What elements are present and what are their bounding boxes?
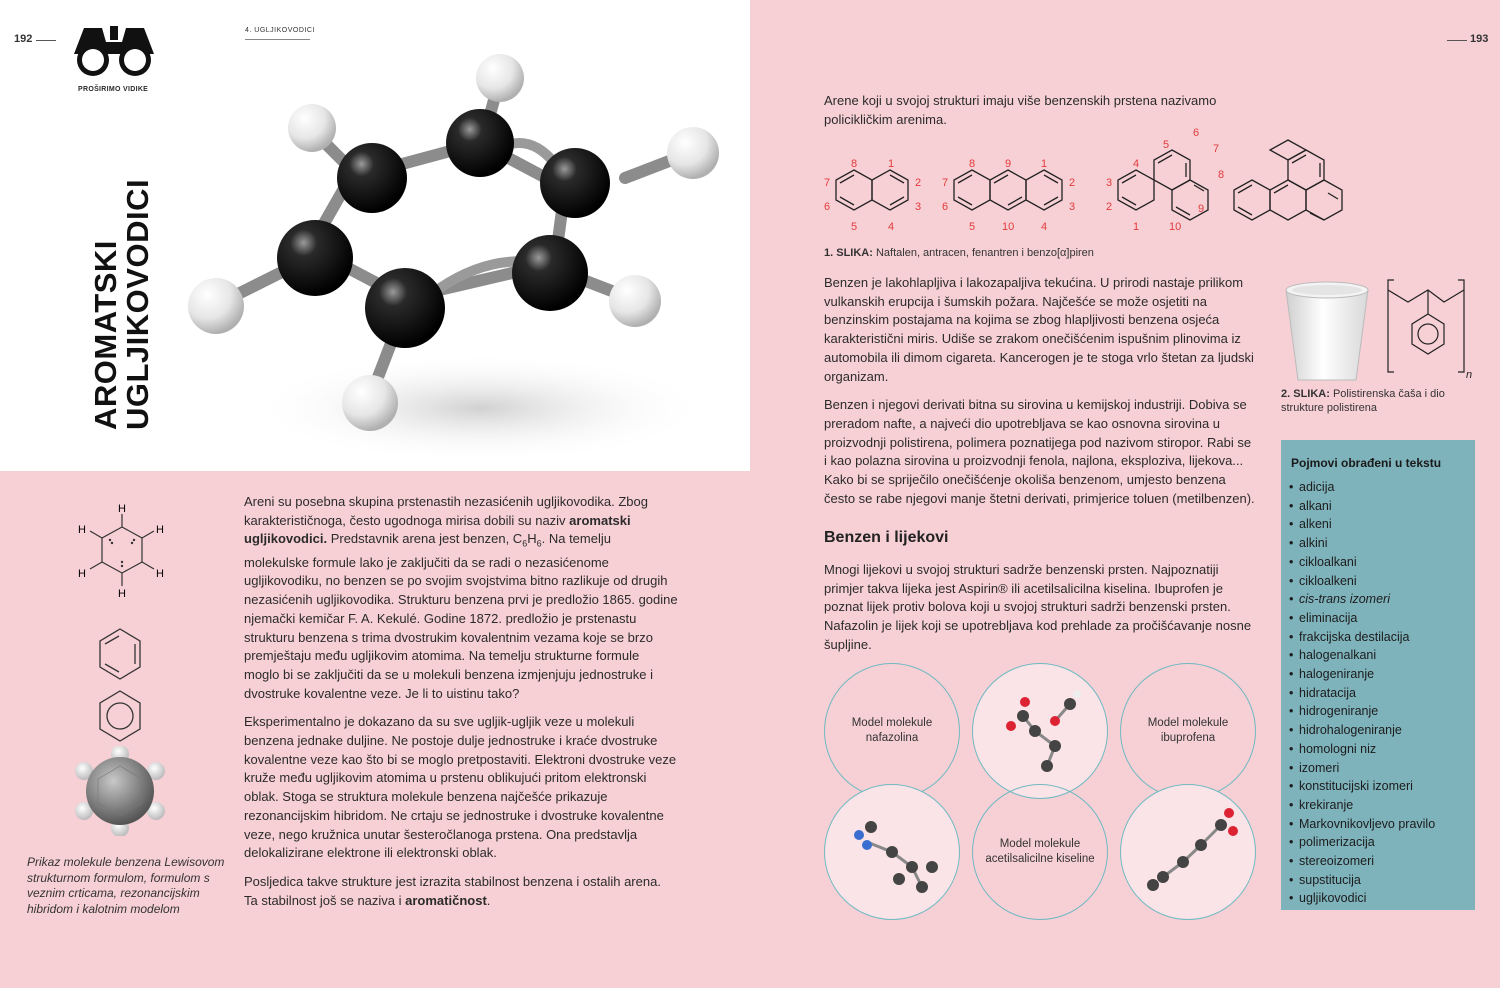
concept-item: • stereoizomeri [1289, 852, 1435, 871]
anth-num: 9 [1005, 158, 1012, 170]
benzene-resonance-hybrid [95, 688, 145, 744]
concept-item: • alkini [1289, 534, 1435, 553]
concept-item: • cis-trans izomeri [1289, 590, 1435, 609]
concept-item: • supstitucija [1289, 871, 1435, 890]
concept-item: • hidrohalogeniranje [1289, 721, 1435, 740]
chapter-rule [245, 39, 310, 40]
polystyrene-cup-image [1282, 276, 1372, 386]
concept-item: • konstitucijski izomeri [1289, 777, 1435, 796]
anth-num: 5 [969, 221, 976, 233]
figure1-caption: 1. SLIKA: Naftalen, antracen, fenantren i benzo[α]piren [824, 247, 1094, 259]
naph-num: 3 [915, 201, 922, 213]
naph-num: 1 [888, 158, 895, 170]
concept-item: • Markovnikovljevo pravilo [1289, 815, 1435, 834]
paragraph-arenes: Areni su posebna skupina prstenastih nezasićenih ugljikovodika. Zbog karakterističnoga, često ugodnoga mirisa dobili su naziv aromatski ugljikovodici. Predstavnik arena jest benzen, $C_6H_6$. Na temelju molekulske formule lako je zaključiti da se radi o nezasićenome ugljikovodiku, no benzen se po svojim svojstvima bitno razlikuje od drugih nezasićenih ugljikovodika. Strukturu benzena prvi je predložio 1865. godine njemački kemičar F. A. Kekulé. Godine 1872. predložio je prstenastu strukturu benzena s trima dvostrukim kovalentnim vezama koje se brzo premještaju među ugljikovim atomima. Na temelju strukturne formule moglo bi se zaključiti da se u molekuli benzena izmjenjuju jednostruke i dvostruke kovalentne veze. Je li to uistinu tako? [244, 494, 678, 701]
naph-num: 5 [851, 221, 858, 233]
page-number-left: 192 [14, 33, 33, 45]
figure-caption-left: Prikaz molekule benzena Lewisovom strukturnom formulom, formulom s veznim crticama, rezonancijskim hibridom i kalotnim modelom [27, 855, 225, 916]
lewis-h-label: H [156, 524, 164, 536]
anth-num: 6 [942, 201, 949, 213]
benzo-a-pyrene-structure [1232, 132, 1348, 222]
concept-item: • izomeri [1289, 759, 1435, 778]
concepts-list [1289, 478, 1435, 908]
right-body-text [824, 274, 1256, 518]
lewis-h-label: H [156, 568, 164, 580]
paragraph-aromaticity: Posljedica takve strukture jest izrazita stabilnost benzena i ostalih arena. Ta stabilnost još se naziva i aromatičnost. [244, 873, 661, 908]
concept-item: • halogeniranje [1289, 665, 1435, 684]
circle-ibuprofen-label: Model molekule ibuprofena [1120, 663, 1256, 799]
concept-item: • polimerizacija [1289, 833, 1435, 852]
concept-item: • halogenalkani [1289, 646, 1435, 665]
title-line-1: AROMATSKI [88, 240, 123, 430]
naph-num: 8 [851, 158, 858, 170]
circle-aspirin-model [972, 663, 1108, 799]
paragraph-experiment: Eksperimentalno je dokazano da su sve ugljik-ugljik veze u molekuli benzena jednake duljine. Ne postoje dulje jednostruke i kraće dvostruke kovalentne veze kao što bi se moglo pretpostaviti. Elektroni dvostruke veze kruže među ugljikovim atomima u prstenu oblikujući pritom elektronski oblak. Stoga se struktura molekule benzena najčešće prikazuje rezonancijskim hibridom. Ne crtaju se jednostruke i dvostruke kovalentne veze, nego kružnica unutar šesteročlanoga prstena. Ona predstavlja delokalizirane elektrone ili elektronski oblak. [244, 714, 677, 861]
phen-num: 6 [1193, 127, 1200, 139]
concept-item: • alkani [1289, 497, 1435, 516]
concepts-title: Pojmovi obrađeni u tekstu [1291, 456, 1442, 470]
phen-num: 9 [1198, 203, 1205, 215]
phen-num: 4 [1133, 158, 1140, 170]
concept-item: • cikloalkani [1289, 553, 1435, 572]
concept-item: • hidratacija [1289, 684, 1435, 703]
anth-num: 1 [1041, 158, 1048, 170]
anth-num: 7 [942, 177, 949, 189]
paragraph-drugs: Mnogi lijekovi u svojoj strukturi sadrže benzenski prsten. Najpoznatiji primjer takva lijeka jest Aspirin® ili acetilsalicilna kiselina. Ibuprofen je poznat lijek protiv bolova koji u svojoj strukturi sadrži benzenski prsten. Nafazolin je lijek koji se upotrebljava kod prehlade za pročišćavanje nosne šupljine. [824, 562, 1252, 652]
polycyclic-arenes-diagram [820, 124, 1230, 240]
benzene-kekule-structure [95, 626, 145, 682]
heading-benzene-drugs: Benzen i lijekovi [824, 529, 949, 546]
paragraph-benzene-properties: Benzen je lakohlapljiva i lakozapaljiva tekućina. U prirodi nastaje prilikom vulkanskih erupcija i šumskih požara. Najčešće se može osjetiti na benzinskim postajama na kojima se zbog hlapljivosti benzena osjeća karakteristični miris. Udiše se zrakom onečišćenim ispušnim plinovima iz automobila ili dimom cigareta. Kancerogen je te stoga vrlo štetan za ljudski organizam. [824, 275, 1254, 384]
polystyrene-structure [1384, 276, 1476, 386]
anth-num: 8 [969, 158, 976, 170]
concept-item: • hidrogeniranje [1289, 702, 1435, 721]
concept-item: • homologni niz [1289, 740, 1435, 759]
page-number-right: 193 [1470, 33, 1489, 45]
concept-item: • krekiranje [1289, 796, 1435, 815]
left-body-text [244, 493, 678, 920]
phen-num: 1 [1133, 221, 1140, 233]
circle-aspirin-label: Model molekule acetilsalicilne kiseline [972, 784, 1108, 920]
chapter-label: 4. UGLJIKOVODICI [245, 27, 315, 34]
title-line-2: UGLJIKOVODICI [120, 178, 155, 430]
phen-num: 2 [1106, 201, 1113, 213]
nafazolin-ball-model [837, 797, 947, 907]
phen-num: 5 [1163, 139, 1170, 151]
paragraph-industry: Benzen i njegovi derivati bitna su sirovina u kemijskoj industriji. Dobiva se preradom nafte, a najveći dio upotrebljava se kao osnovna sirovina u proizvodnji polistirena, polimera poznatijega pod nazivom stiropor. Rabi se i kao polazna sirovina u proizvodnji fenola, najlona, eksploziva, lijekova... Kako bi se spriječilo onečišćenje okoliša benzenom, umjesto benzena često se rabe njegovi manje štetni derivati, primjerice toluen (metilbenzen). [824, 397, 1255, 506]
page-rule-left [36, 40, 56, 41]
lewis-h-label: H [78, 524, 86, 536]
polymer-n-label: n [1466, 369, 1473, 381]
circle-nafazolin-model [824, 784, 960, 920]
naph-num: 4 [888, 221, 895, 233]
concepts-box [1281, 440, 1475, 910]
concept-item: • alkeni [1289, 515, 1435, 534]
naph-num: 2 [915, 177, 922, 189]
concept-item: • eliminacija [1289, 609, 1435, 628]
anth-num: 10 [1002, 221, 1015, 233]
aspirin-ball-model [985, 676, 1095, 786]
phen-num: 10 [1169, 221, 1182, 233]
naph-num: 7 [824, 177, 831, 189]
benzene-space-filling-model [72, 746, 168, 836]
concept-item: • adicija [1289, 478, 1435, 497]
anth-num: 2 [1069, 177, 1076, 189]
intro-paragraph: Arene koji u svojoj strukturi imaju više benzenskih prstena nazivamo policikličkim arenima. [824, 93, 1217, 127]
circle-ibuprofen-model [1120, 784, 1256, 920]
concept-item: • frakcijska destilacija [1289, 628, 1435, 647]
concept-item: • ugljikovodici [1289, 889, 1435, 908]
chapter-title [90, 179, 154, 430]
phen-num: 7 [1213, 143, 1220, 155]
lewis-h-label: H [118, 503, 126, 515]
naph-num: 6 [824, 201, 831, 213]
anth-num: 3 [1069, 201, 1076, 213]
benzene-ball-stick-model [180, 48, 740, 468]
ibuprofen-ball-model [1133, 797, 1243, 907]
page-rule-right [1447, 40, 1467, 41]
section-label: PROŠIRIMO VIDIKE [78, 86, 149, 93]
lewis-h-label: H [118, 588, 126, 600]
concept-item: • cikloalkeni [1289, 572, 1435, 591]
lewis-h-label: H [78, 568, 86, 580]
binoculars-icon [72, 22, 156, 80]
figure2-caption: 2. SLIKA: Polistirenska čaša i dio strukture polistirena [1281, 388, 1445, 414]
phen-num: 8 [1218, 169, 1225, 181]
phen-num: 3 [1106, 177, 1113, 189]
benzene-lewis-structure [70, 500, 180, 610]
circle-nafazolin-label: Model molekule nafazolina [824, 663, 960, 799]
anth-num: 4 [1041, 221, 1048, 233]
